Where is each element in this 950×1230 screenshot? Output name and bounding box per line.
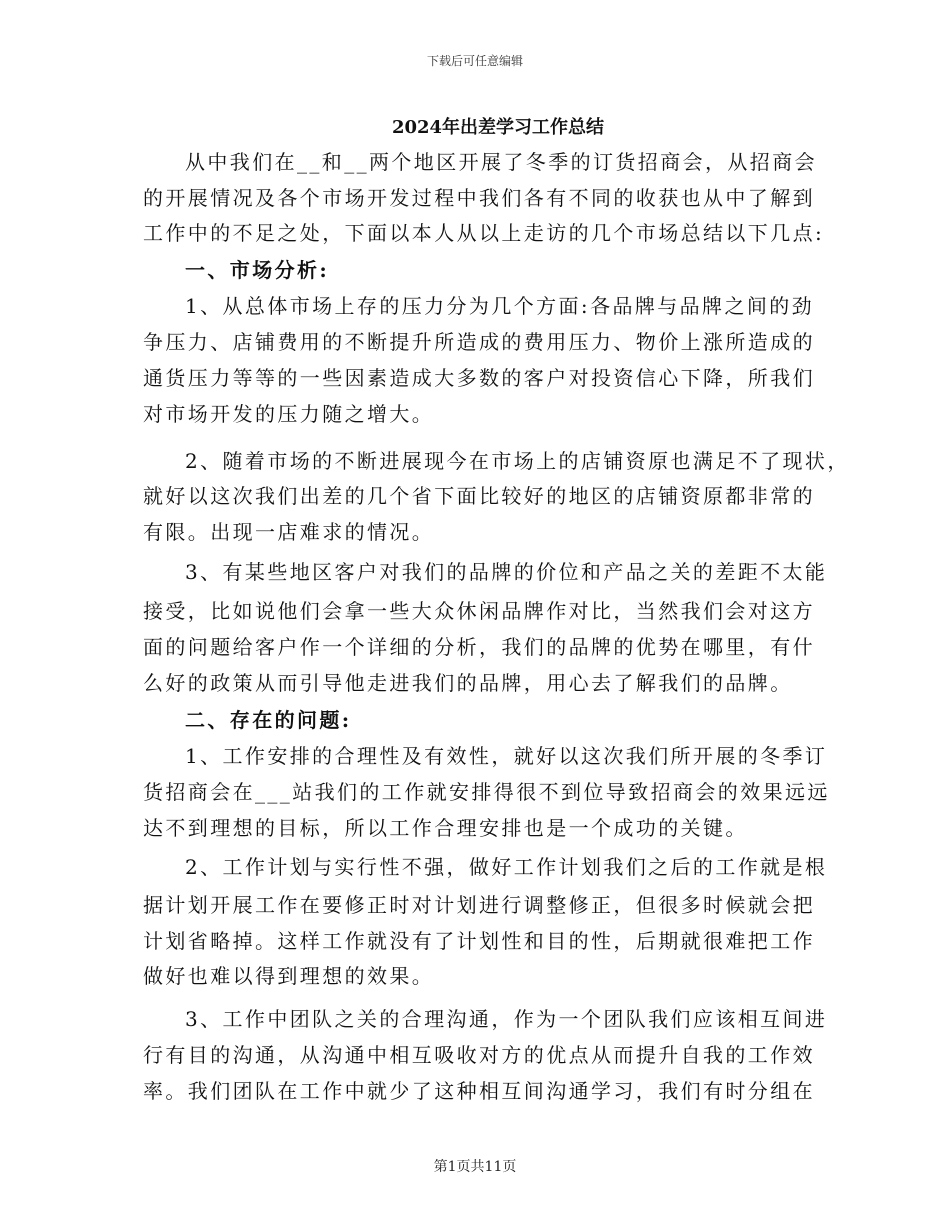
body-line: 面的问题给客户作一个详细的分析，我们的品牌的优势在哪里，有什 [143, 635, 815, 659]
body-line: 的开展情况及各个市场开发过程中我们各有不同的收获也从中了解到 [143, 186, 815, 210]
body-line: 从中我们在__和__两个地区开展了冬季的订货招商会，从招商会 [185, 150, 817, 174]
body-line: 计划省略掉。这样工作就没有了计划性和目的性，后期就很难把工作 [143, 929, 815, 953]
body-line: 1、工作安排的合理性及有效性，就好以这次我们所开展的冬季订 [185, 744, 828, 768]
body-line: 3、有某些地区客户对我们的品牌的价位和产品之关的差距不太能 [185, 560, 828, 584]
body-line: 2、工作计划与实行性不强，做好工作计划我们之后的工作就是根 [185, 855, 828, 879]
body-line: 达不到理想的目标，所以工作合理安排也是一个成功的关键。 [143, 816, 748, 840]
section-heading-existing-problems: 二、存在的问题: [185, 708, 352, 732]
body-line: 2、随着市场的不断进展现今在市场上的店铺资原也满足不了现状， [185, 449, 850, 473]
section-heading-market-analysis: 一、市场分析: [185, 258, 330, 282]
body-line: 有限。出现一店难求的情况。 [143, 520, 435, 544]
document-title: 2024年出差学习工作总结 [391, 117, 605, 138]
body-line: 对市场开发的压力随之增大。 [143, 402, 435, 426]
body-line: 做好也难以得到理想的效果。 [143, 964, 435, 988]
body-line: 么好的政策从而引导他走进我们的品牌，用心去了解我们的品牌。 [143, 671, 793, 695]
body-line: 接受，比如说他们会拿一些大众休闲品牌作对比，当然我们会对这方 [143, 599, 815, 623]
body-line: 行有目的沟通，从沟通中相互吸收对方的优点从而提升自我的工作效 [143, 1043, 815, 1067]
body-line: 货招商会在___站我们的工作就安排得很不到位导致招商会的效果远远 [143, 780, 830, 804]
body-line: 就好以这次我们出差的几个省下面比较好的地区的店铺资原都非常的 [143, 484, 815, 508]
body-line: 率。我们团队在工作中就少了这种相互间沟通学习，我们有时分组在 [143, 1079, 815, 1103]
page-number: 第1页共11页 [433, 1159, 517, 1175]
body-line: 通货压力等等的一些因素造成大多数的客户对投资信心下降，所我们 [143, 366, 815, 390]
body-line: 争压力、店铺费用的不断提升所造成的费用压力、物价上涨所造成的 [143, 330, 815, 354]
body-line: 据计划开展工作在要修正时对计划进行调整修正，但很多时候就会把 [143, 893, 815, 917]
body-line: 工作中的不足之处，下面以本人从以上走访的几个市场总结以下几点: [143, 221, 825, 245]
body-line: 1、从总体市场上存的压力分为几个方面:各品牌与品牌之间的劲 [185, 294, 815, 318]
page-header-note: 下载后可任意编辑 [426, 54, 523, 68]
body-line: 3、工作中团队之关的合理沟通，作为一个团队我们应该相互间进 [185, 1007, 828, 1031]
